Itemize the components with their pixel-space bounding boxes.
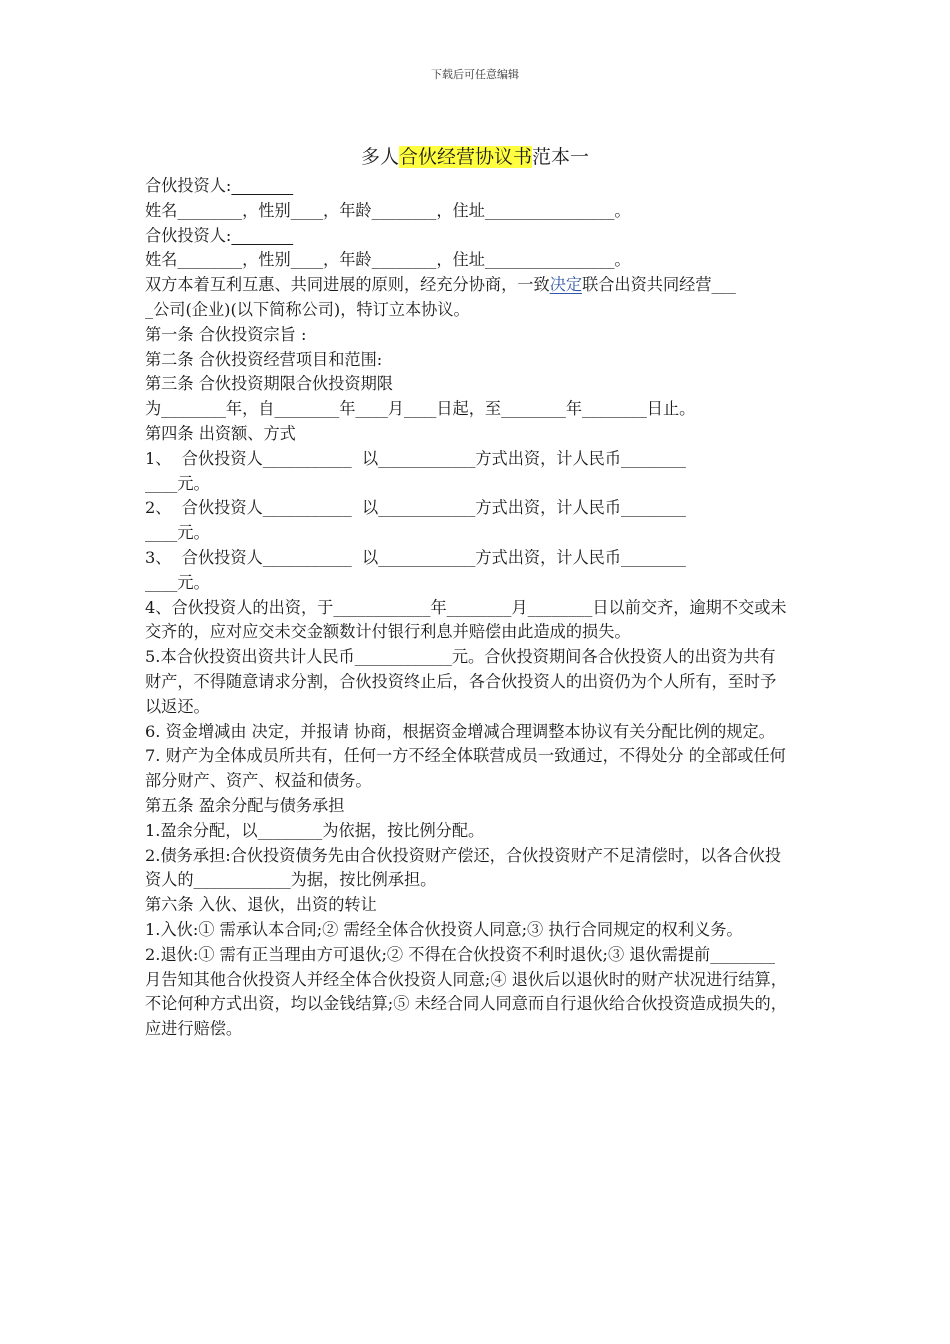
paragraph: ____元。 [145,572,210,592]
decide-link[interactable]: 决定 [549,275,583,295]
paragraph: ____元。 [145,473,210,493]
partner-label-1: 合伙投资人: [145,174,787,199]
paragraph: 1.盈余分配，以________为依据，按比例分配。 [145,820,485,840]
partner-blank-2 [231,226,293,245]
paragraph: 姓名________，性别____，年龄________，住址________________。 [145,200,631,220]
paragraph: 双方本着互利互惠、共同进展的原则，经充分协商，一致决定联合出资共同经营___ [145,275,736,295]
paragraph: _公司(企业)(以下简称公司)，特订立本协议。 [145,299,470,319]
section-heading: 第五条 盈余分配与债务承担 [145,795,345,815]
page-header: 下载后可任意编辑 [431,68,519,81]
section-heading: 第三条 合伙投资期限合伙投资期限 [145,374,393,394]
paragraph: 7. 财产为全体成员所共有，任何一方不经全体联营成员一致通过，不得处分 的全部或任何部分财产、资产、权益和债务。 [145,746,786,791]
document-title [0,142,950,169]
paragraph: ____元。 [145,523,210,543]
section-heading: 第四条 出资额、方式 [145,423,296,443]
document-body [145,174,787,1042]
section-heading: 第一条 合伙投资宗旨 : [145,324,307,344]
section-heading: 第二条 合伙投资经营项目和范围: [145,349,383,369]
title-highlight: 合伙经营协议书 [398,146,532,168]
title-pre: 多人 [360,146,399,168]
paragraph: 1、 合伙投资人___________ 以____________方式出资，计人民币________ [145,448,686,468]
paragraph: 为________年，自________年____月____日起，至________年________日止。 [145,399,696,419]
paragraph: 2.债务承担:合伙投资债务先由合伙投资财产偿还，合伙投资财产不足清偿时，以各合伙投资人的____________为据，按比例承担。 [145,845,782,890]
partner-label-2: 合伙投资人: [145,224,787,249]
paragraph: 2.退伙:① 需有正当理由方可退伙;② 不得在合伙投资不利时退伙;③ 退伙需提前________月告知其他合伙投资人并经全体合伙投资人同意;④ 退伙后以退伙时的财产状况进行结算，不论何种方式出资，均以金钱结算;⑤ 未经合同人同意而自行退伙给合伙投资造成损失的，应进行赔偿。 [145,944,787,1039]
paragraph: 5.本合伙投资出资共计人民币____________元。合伙投资期间各合伙投资人的出资为共有财产，不得随意请求分割，合伙投资终止后，各合伙投资人的出资仍为个人所有，至时予以返还。 [145,647,777,716]
title-post: 范本一 [532,146,590,168]
section-heading: 第六条 入伙、退伙，出资的转让 [145,895,377,915]
partner-blank-1 [231,176,293,195]
paragraph: 6. 资金增减由 决定，并报请 协商，根据资金增减合理调整本协议有关分配比例的规定。 [145,721,775,741]
paragraph: 2、 合伙投资人___________ 以____________方式出资，计人民币________ [145,498,686,518]
paragraph: 4、合伙投资人的出资，于____________年________月________日以前交齐，逾期不交或未交齐的，应对应交未交金额数计付银行利息并赔偿由此造成的损失。 [145,597,787,642]
paragraph: 3、 合伙投资人___________ 以____________方式出资，计人民币________ [145,547,686,567]
paragraph: 姓名________，性别____，年龄________，住址________________。 [145,250,631,270]
paragraph: 1.入伙:① 需承认本合同;② 需经全体合伙投资人同意;③ 执行合同规定的权利义务。 [145,919,743,939]
